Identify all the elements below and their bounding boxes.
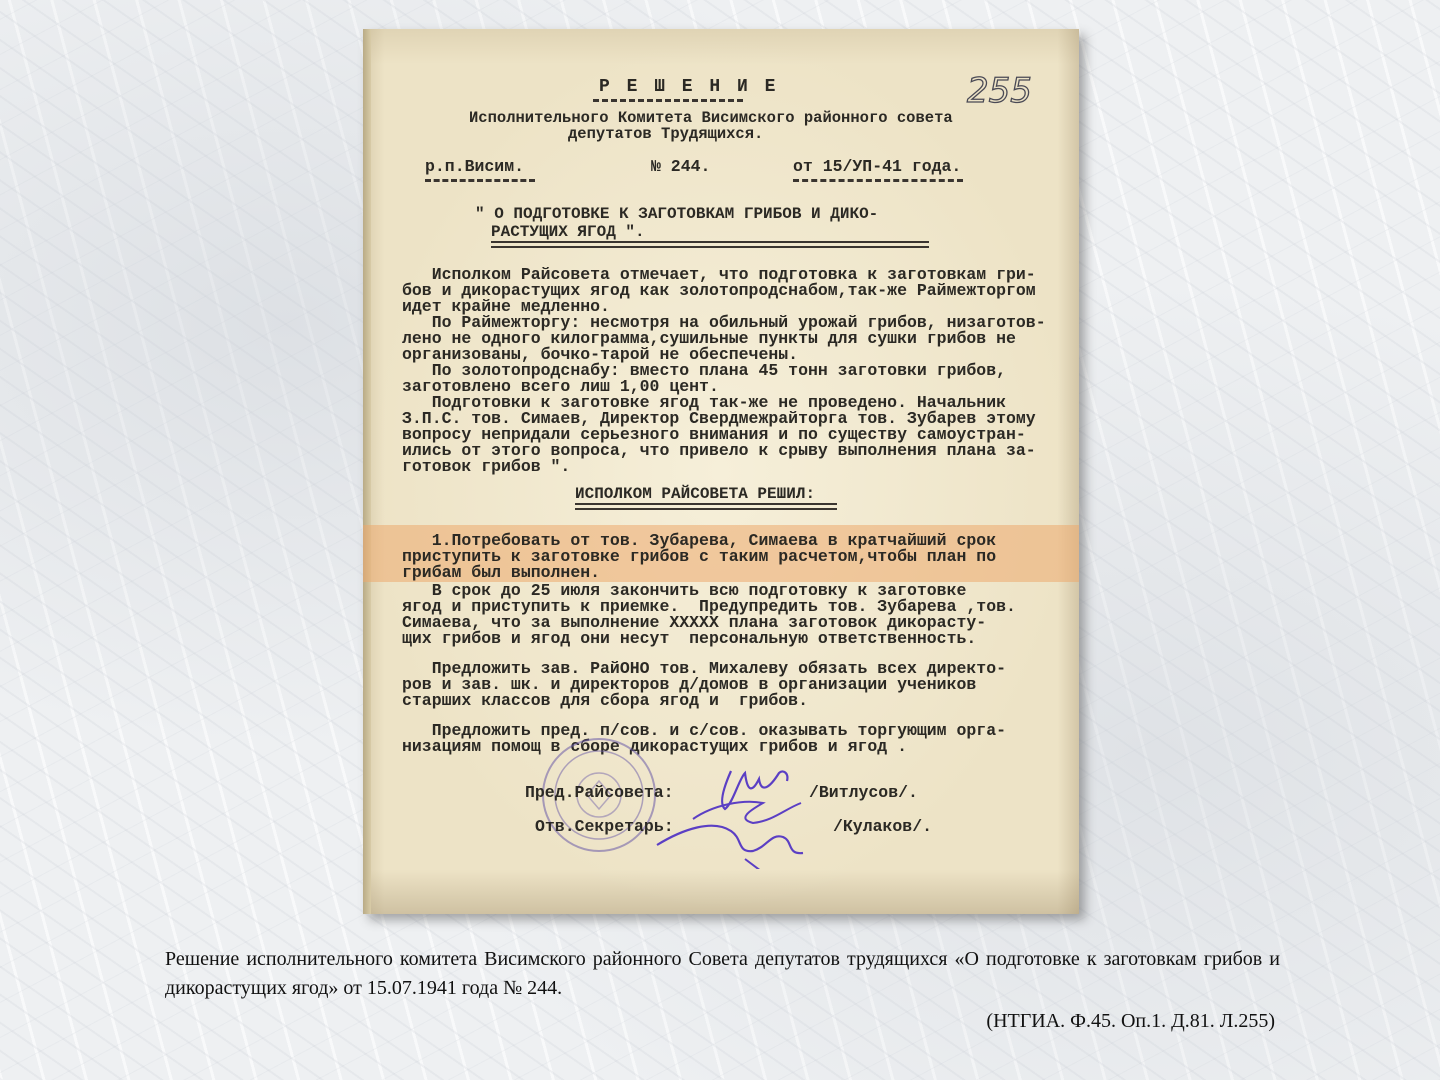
archival-document-image [363, 29, 1079, 914]
body-line: вопросу непридали серьезного внимания и по существу самоустран- [402, 425, 1026, 444]
signer-1-role: Пред.Райсовета: [525, 783, 674, 802]
decision-line: щих грибов и ягод они несут персональную ответственность. [402, 629, 977, 648]
decision-line: приступить к заготовке грибов с таким расчетом,чтобы план по [402, 547, 997, 566]
header-underline-left [425, 179, 535, 182]
decision-line: ров и зав. шк. и директоров д/домов в организации учеников [402, 675, 977, 694]
body-line: заготовлено всего лиш 1,00 цент. [402, 377, 719, 396]
decision-line: Симаева, что за выполнение ХХХХХ плана заготовок дикорасту- [402, 613, 987, 632]
decision-line: низациям помощ в сборе дикорастущих грибов и ягод . [402, 737, 907, 756]
signer-1-name: /Витлусов/. [809, 783, 918, 802]
body-line: организованы, бочко-тарой не обеспечены. [402, 345, 799, 364]
body-line: По золотопродснабу: вместо плана 45 тонн заготовки грибов, [402, 361, 1006, 380]
subject-line-2: РАСТУЩИХ ЯГОД ". [491, 223, 645, 241]
decision-line: В срок до 25 июля закончить всю подготовку к заготовке [402, 581, 967, 600]
document-binding-edge [363, 29, 371, 914]
decision-line: Предложить пред. п/сов. и с/сов. оказывать торгующим орга- [402, 721, 1006, 740]
body-line: готовок грибов ". [402, 457, 571, 476]
issuer-line-2: депутатов Трудящихся. [568, 125, 764, 143]
decision-line: Предложить зав. РайОНО тов. Михалеву обязать всех директо- [402, 659, 1006, 678]
issuer-line-1: Исполнительного Комитета Висимского районного совета [469, 109, 953, 127]
decision-line: 1.Потребовать от тов. Зубарева, Симаева в кратчайший срок [402, 531, 997, 550]
decision-heading-underline [575, 503, 837, 510]
document-number: № 244. [651, 157, 711, 176]
archive-page-number [963, 67, 1043, 112]
body-line: лено не одного килограмма,сушильные пункты для сушки грибов не [402, 329, 1016, 348]
document-date: от 15/УП-41 года. [793, 157, 962, 176]
body-line: бов и дикорастущих ягод как золотопродснабом,так-же Раймежторгом [402, 281, 1036, 300]
body-line: Подготовки к заготовке ягод так-же не проведено. Начальник [402, 393, 1006, 412]
body-line: идет крайне медленно. [402, 297, 610, 316]
title-underline [593, 99, 743, 102]
decision-line: грибам был выполнен. [402, 563, 601, 582]
body-line: По Раймежторгу: несмотря на обильный урожай грибов, низаготов- [402, 313, 1046, 332]
decision-line: ягод и приступить к приемке. Предупредить тов. Зубарева ,тов. [402, 597, 1016, 616]
body-line: Исполком Райсовета отмечает, что подготовка к заготовкам гри- [402, 265, 1036, 284]
decision-line: старших классов для сбора ягод и грибов. [402, 691, 808, 710]
document-place: р.п.Висим. [425, 157, 525, 176]
body-line: ились от этого вопроса, что привело к срыву выполнения плана за- [402, 441, 1036, 460]
subject-line-1: " О ПОДГОТОВКЕ К ЗАГОТОВКАМ ГРИБОВ И ДИКО- [475, 205, 879, 223]
archive-reference: (НТГИА. Ф.45. Оп.1. Д.81. Л.255) [986, 1010, 1275, 1032]
signer-2-role: Отв.Секретарь: [535, 817, 674, 836]
image-caption: Решение исполнительного комитета Висимского районного Совета депутатов трудящихся «О подготовке к заготовкам грибов и дикорастущих ягод» от 15.07.1941 года № 244. [165, 948, 1280, 999]
handwritten-signatures [653, 759, 853, 869]
header-underline-right [793, 179, 963, 182]
document-title: Р Е Ш Е Н И Е [599, 77, 779, 97]
archive-number-text: 255 [967, 71, 1032, 111]
subject-double-underline [491, 241, 929, 248]
decision-heading: ИСПОЛКОМ РАЙСОВЕТА РЕШИЛ: [575, 485, 816, 503]
body-line: З.П.С. тов. Симаев, Директор Свердмежрайторга тов. Зубарев этому [402, 409, 1036, 428]
signer-2-name: /Кулаков/. [833, 817, 933, 836]
